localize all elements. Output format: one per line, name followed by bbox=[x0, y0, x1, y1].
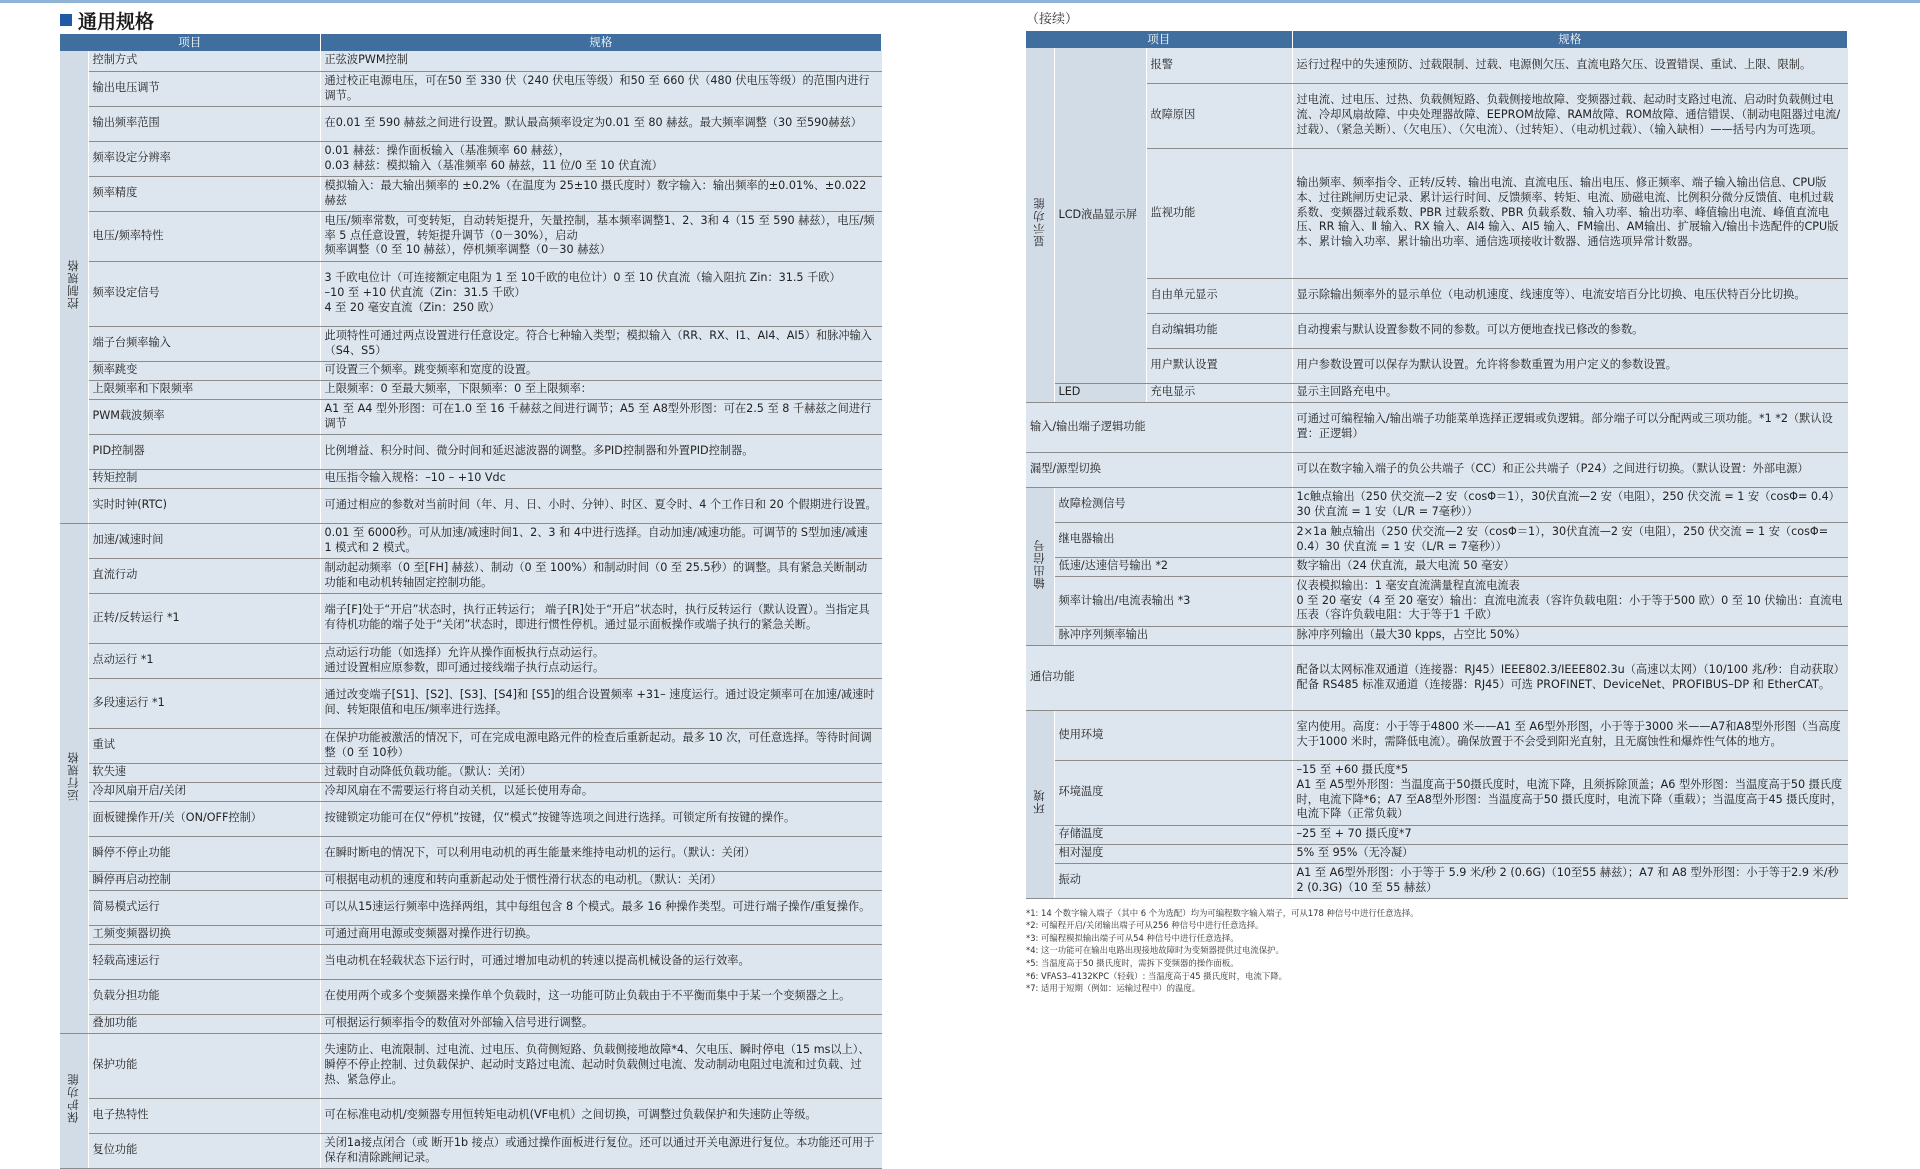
table-row bbox=[60, 643, 882, 678]
spec-cell: 3 千欧电位计（可连接额定电阻为 1 至 10千欧的电位计）0 至 10 伏直流（输入阻抗 Zin：31.5 千欧） –10 至 +10 伏直流（Zin：31.5 千欧） 4 至 20 毫安直流（Zin：250 欧） bbox=[320, 261, 882, 326]
item-cell: 端子台频率输入 bbox=[88, 326, 320, 361]
table-row bbox=[60, 890, 882, 925]
spec-cell: 失速防止、电流限制、过电流、过电压、负荷侧短路、负载侧接地故障*4、欠电压、瞬时停电（15 ms以上）、瞬停不停止控制、过负载保护、起动时支路过电流、起动时负载侧过电流、发动制动电阻过电流和过负载、过热、紧急停止。 bbox=[320, 1033, 882, 1098]
footnote: *1: 14 个数字输入端子（其中 6 个为选配）均为可编程数字输入端子，可从178 种信号中进行任意选择。 bbox=[1026, 907, 1419, 918]
header-spec: 规格 bbox=[1292, 31, 1847, 48]
category-cell bbox=[1026, 48, 1054, 402]
spec-cell: 正弦波PWM控制 bbox=[320, 51, 882, 71]
spec-cell: 通过校正电源电压，可在50 至 330 伏（240 伏电压等级）和50 至 660 伏（480 伏电压等级）的范围内进行调节。 bbox=[320, 71, 882, 106]
table-row bbox=[1026, 383, 1848, 402]
table-row bbox=[1026, 83, 1848, 148]
item-cell: 实时时钟(RTC) bbox=[88, 488, 320, 523]
category-label: 环境 bbox=[1032, 789, 1047, 815]
item-cell: 面板键操作开/关（ON/OFF控制） bbox=[88, 801, 320, 836]
item-cell: 漏型/源型切换 bbox=[1026, 452, 1292, 487]
item-cell: 使用环境 bbox=[1054, 710, 1292, 760]
spec-cell: 冷却风扇在不需要运行将自动关机，以延长使用寿命。 bbox=[320, 782, 882, 801]
table-row bbox=[60, 141, 882, 176]
spec-cell: 电压/频率常数，可变转矩，自动转矩提升，矢量控制，基本频率调整1、2、3和 4（15 至 590 赫兹），电压/频率 5 点任意设置，转矩提升调节（0－30%），启动 频率调整（0 至 10 赫兹），停机频率调整（0－30 赫兹） bbox=[320, 211, 882, 261]
item-cell: 瞬停不停止功能 bbox=[88, 836, 320, 871]
table-row bbox=[1026, 348, 1848, 383]
item-cell: 频率跳变 bbox=[88, 361, 320, 380]
item-cell: 监视功能 bbox=[1146, 148, 1292, 278]
table-row bbox=[60, 678, 882, 728]
left-page bbox=[60, 0, 882, 1169]
spec-cell: –15 至 +60 摄氏度*5 A1 至 A5型外形图：当温度高于50摄氏度时，电流下降，且须拆除顶盖；A6 型外形图：当温度高于50 摄氏度时，电流下降*6；A7 至A8型外形图：当温度高于50 摄氏度时，电流下降（重载）；当温度高于45 摄氏度时，电流下降（正常负载） bbox=[1292, 760, 1847, 825]
item-cell: 转矩控制 bbox=[88, 469, 320, 488]
table-row bbox=[60, 782, 882, 801]
item-cell: 用户默认设置 bbox=[1146, 348, 1292, 383]
table-row bbox=[1026, 48, 1848, 83]
right-page bbox=[1026, 0, 1848, 995]
item-cell: 重试 bbox=[88, 728, 320, 763]
item-cell: 故障原因 bbox=[1146, 83, 1292, 148]
footnote: *2: 可编程开启/关闭输出端子可从256 种信号中进行任意选择。 bbox=[1026, 920, 1264, 931]
table-row bbox=[1026, 278, 1848, 313]
category-label: 显示功能 bbox=[1032, 197, 1047, 248]
item-cell: 自动编辑功能 bbox=[1146, 313, 1292, 348]
table-row bbox=[1026, 452, 1848, 487]
table-row bbox=[60, 51, 882, 71]
spec-cell: 可以在数字输入端子的负公共端子（CC）和正公共端子（P24）之间进行切换。（默认设置：外部电源） bbox=[1292, 452, 1847, 487]
table-row bbox=[1026, 626, 1848, 645]
header-spec: 规格 bbox=[320, 34, 882, 51]
item-cell: 简易模式运行 bbox=[88, 890, 320, 925]
table-row bbox=[1026, 557, 1848, 576]
table-row bbox=[1026, 645, 1848, 710]
led-cell: LED bbox=[1054, 383, 1146, 402]
spec-cell: 仪表模拟输出：1 毫安直流满量程直流电流表 0 至 20 毫安（4 至 20 毫安）输出：直流电流表（容许负载电阻：小于等于500 欧）0 至 10 伏输出：直流电压表（容许负载电阻：大于等于1 千欧） bbox=[1292, 576, 1847, 626]
category-label: 输出信号 bbox=[1032, 538, 1047, 589]
item-cell: 存储温度 bbox=[1054, 825, 1292, 844]
spec-cell: 在0.01 至 590 赫兹之间进行设置。默认最高频率设定为0.01 至 80 赫兹。最大频率调整（30 至590赫兹） bbox=[320, 106, 882, 141]
table-row bbox=[60, 944, 882, 979]
lcd-cell: LCD液晶显示屏 bbox=[1054, 48, 1146, 383]
category-label: 控制规格 bbox=[66, 259, 81, 310]
spec-cell: 上限频率：0 至最大频率，下限频率：0 至上限频率： bbox=[320, 380, 882, 399]
spec-cell: 1c触点输出（250 伏交流—2 安（cosΦ＝1），30伏直流—2 安（电阻），250 伏交流 = 1 安（cosΦ= 0.4）30 伏直流 = 1 安（L/R = 7毫秒）） bbox=[1292, 487, 1847, 522]
spec-table-right bbox=[1026, 31, 1848, 899]
table-row bbox=[1026, 825, 1848, 844]
category-cell bbox=[60, 523, 88, 1033]
spec-cell: 模拟输入：最大输出频率的 ±0.2%（在温度为 25±10 摄氏度时）数字输入：输出频率的±0.01%、±0.022 赫兹 bbox=[320, 176, 882, 211]
spec-cell: 在保护功能被激活的情况下，可在完成电源电路元件的检查后重新起动。最多 10 次，可任意选择。等待时间调整（0 至 10秒） bbox=[320, 728, 882, 763]
footnote: *4: 这一功能可在输出电路出现接地故障时为变频器提供过电流保护。 bbox=[1026, 945, 1284, 956]
table-row bbox=[60, 106, 882, 141]
table-row bbox=[60, 488, 882, 523]
spec-cell: 关闭1a接点闭合（或 断开1b 接点）或通过操作面板进行复位。还可以通过开关电源进行复位。本功能还可用于保存和清除跳闸记录。 bbox=[320, 1133, 882, 1168]
footnote: *6: VFAS3–4132KPC（轻载）: 当温度高于45 摄氏度时，电流下降。 bbox=[1026, 970, 1287, 981]
spec-cell: 在瞬时断电的情况下，可以利用电动机的再生能量来维持电动机的运行。（默认：关闭） bbox=[320, 836, 882, 871]
table-row bbox=[60, 925, 882, 944]
item-cell: 频率设定信号 bbox=[88, 261, 320, 326]
footnote: *3: 可编程模拟输出端子可从54 种信号中进行任意选择。 bbox=[1026, 932, 1239, 943]
category-cell bbox=[1026, 487, 1054, 645]
table-row bbox=[1026, 148, 1848, 278]
spec-cell: 自动搜索与默认设置参数不同的参数。可以方便地查找已修改的参数。 bbox=[1292, 313, 1847, 348]
item-cell: 工频变频器切换 bbox=[88, 925, 320, 944]
item-cell: 输出频率范围 bbox=[88, 106, 320, 141]
spec-cell: 制动起动频率（0 至[FH] 赫兹）、制动（0 至 100%）和制动时间（0 至 25.5秒）的调整。具有紧急关断制动功能和电动机转轴固定控制功能。 bbox=[320, 558, 882, 593]
item-cell: 轻载高速运行 bbox=[88, 944, 320, 979]
spec-cell: 过载时自动降低负载功能。（默认：关闭） bbox=[320, 763, 882, 782]
item-cell: 相对湿度 bbox=[1054, 844, 1292, 863]
item-cell: 直流行动 bbox=[88, 558, 320, 593]
table-row bbox=[60, 801, 882, 836]
table-row bbox=[60, 763, 882, 782]
table-row bbox=[60, 1133, 882, 1168]
item-cell: 电压/频率特性 bbox=[88, 211, 320, 261]
category-cell bbox=[1026, 710, 1054, 898]
item-cell: PID控制器 bbox=[88, 434, 320, 469]
table-row bbox=[1026, 522, 1848, 557]
spec-cell: 显示主回路充电中。 bbox=[1292, 383, 1847, 402]
item-cell: 多段速运行 *1 bbox=[88, 678, 320, 728]
header-row bbox=[1026, 31, 1848, 48]
item-cell: 充电显示 bbox=[1146, 383, 1292, 402]
table-row bbox=[60, 361, 882, 380]
item-cell: 输入/输出端子逻辑功能 bbox=[1026, 402, 1292, 452]
table-row bbox=[60, 261, 882, 326]
table-row bbox=[60, 211, 882, 261]
spec-cell: 0.01 至 6000秒。可从加速/减速时间1、2、3 和 4中进行选择。自动加速/减速功能。可调节的 S型加速/减速 1 模式和 2 模式。 bbox=[320, 523, 882, 558]
table-row bbox=[1026, 313, 1848, 348]
spec-cell: 此项特性可通过两点设置进行任意设定。符合七种输入类型；模拟输入（RR、RX、I1、AI4、AI5）和脉冲输入（S4、S5） bbox=[320, 326, 882, 361]
spec-cell: 可在标准电动机/变频器专用恒转矩电动机(VF电机）之间切换，可调整过负载保护和失速防止等级。 bbox=[320, 1098, 882, 1133]
item-cell: 报警 bbox=[1146, 48, 1292, 83]
section-title-text: 通用规格 bbox=[78, 10, 155, 33]
table-row bbox=[1026, 844, 1848, 863]
spec-cell: 可通过可编程输入/输出端子功能菜单选择正逻辑或负逻辑。部分端子可以分配两或三项功能。*1 *2（默认设置：正逻辑） bbox=[1292, 402, 1847, 452]
item-cell: 频率设定分辨率 bbox=[88, 141, 320, 176]
spec-cell: 数字输出（24 伏直流，最大电流 50 毫安） bbox=[1292, 557, 1847, 576]
spec-cell: 5% 至 95%（无冷凝） bbox=[1292, 844, 1847, 863]
spec-cell: 输出频率、频率指令、正转/反转、输出电流、直流电压、输出电压、修正频率、端子输入输出信息、CPU版本、过往跳闸历史记录、累计运行时间、反馈频率、转矩、电流、励磁电流、比例积分微分反馈值、电机过载系数、变频器过载系数、PBR 过载系数、PBR 负载系数、输入功率、输出功率、峰值输出电流、峰值直流电压、RR 输入、Ⅱ 输入、RX 输入、AI4 输入、AI5 输入、FM输出、AM输出、扩展输入/输出卡选配件的CPU版本、累计输入功率、累计输出功率、通信选项接收计数器、通信选项异常计数器。 bbox=[1292, 148, 1847, 278]
item-cell: 通信功能 bbox=[1026, 645, 1292, 710]
spec-cell: 点动运行功能（如选择）允许从操作面板执行点动运行。 通过设置相应原参数，即可通过接线端子执行点动运行。 bbox=[320, 643, 882, 678]
table-row bbox=[60, 523, 882, 558]
item-cell: 环境温度 bbox=[1054, 760, 1292, 825]
item-cell: PWM载波频率 bbox=[88, 399, 320, 434]
spec-cell: 运行过程中的失速预防、过载限制、过载、电源侧欠压、直流电路欠压、设置错误、重试、上限、限制。 bbox=[1292, 48, 1847, 83]
footnote: *5: 当温度高于50 摄氏度时，需拆下变频器的操作面板。 bbox=[1026, 957, 1239, 968]
table-row bbox=[60, 979, 882, 1014]
spec-cell: 脉冲序列输出（最大30 kpps，占空比 50%） bbox=[1292, 626, 1847, 645]
spec-cell: 显示除输出频率外的显示单位（电动机速度、线速度等）、电流安培百分比切换、电压伏特百分比切换。 bbox=[1292, 278, 1847, 313]
spec-cell: 用户参数设置可以保存为默认设置。允许将参数重置为用户定义的参数设置。 bbox=[1292, 348, 1847, 383]
item-cell: 上限频率和下限频率 bbox=[88, 380, 320, 399]
spec-cell: 可以从15速运行频率中选择两组，其中每组包含 8 个模式。最多 16 种操作类型。可进行端子操作/重复操作。 bbox=[320, 890, 882, 925]
item-cell: 频率计输出/电流表输出 *3 bbox=[1054, 576, 1292, 626]
table-row bbox=[60, 728, 882, 763]
spec-cell: 室内使用。高度：小于等于4800 米——A1 至 A6型外形图，小于等于3000 米——A7和A8型外形图（当高度大于1000 米时，需降低电流）。确保放置于不会受到阳光直射，且无腐蚀性和爆炸性气体的地方。 bbox=[1292, 710, 1847, 760]
category-label: 保护功能 bbox=[66, 1073, 81, 1124]
table-row bbox=[1026, 710, 1848, 760]
table-row bbox=[1026, 402, 1848, 452]
spec-cell: 可通过商用电源或变频器对操作进行切换。 bbox=[320, 925, 882, 944]
item-cell: 振动 bbox=[1054, 863, 1292, 898]
footnote: *7: 适用于短期（例如：运输过程中）的温度。 bbox=[1026, 983, 1201, 994]
item-cell: 输出电压调节 bbox=[88, 71, 320, 106]
spec-cell: 电压指令输入规格：–10 – +10 Vdc bbox=[320, 469, 882, 488]
spec-cell: 当电动机在轻载状态下运行时，可通过增加电动机的转速以提高机械设备的运行效率。 bbox=[320, 944, 882, 979]
table-row bbox=[60, 1098, 882, 1133]
table-row bbox=[60, 71, 882, 106]
item-cell: 继电器输出 bbox=[1054, 522, 1292, 557]
spec-cell: 按键锁定功能可在仅“停机”按键，仅“模式”按键等选项之间进行选择。可锁定所有按键的操作。 bbox=[320, 801, 882, 836]
item-cell: 脉冲序列频率输出 bbox=[1054, 626, 1292, 645]
table-row bbox=[60, 871, 882, 890]
table-row bbox=[60, 593, 882, 643]
item-cell: 点动运行 *1 bbox=[88, 643, 320, 678]
table-row bbox=[1026, 487, 1848, 522]
table-row bbox=[60, 326, 882, 361]
table-row bbox=[60, 836, 882, 871]
table-row bbox=[1026, 863, 1848, 898]
item-cell: 冷却风扇开启/关闭 bbox=[88, 782, 320, 801]
item-cell: 频率精度 bbox=[88, 176, 320, 211]
spec-cell: A1 至 A4 型外形图：可在1.0 至 16 千赫兹之间进行调节；A5 至 A8型外形图：可在2.5 至 8 千赫兹之间进行调节 bbox=[320, 399, 882, 434]
footnotes bbox=[1026, 907, 1848, 995]
spec-cell: –25 至 + 70 摄氏度*7 bbox=[1292, 825, 1847, 844]
item-cell: 复位功能 bbox=[88, 1133, 320, 1168]
item-cell: 正转/反转运行 *1 bbox=[88, 593, 320, 643]
spec-cell: 通过改变端子[S1]、[S2]、[S3]、[S4]和 [S5]的组合设置频率 +31– 速度运行。通过设定频率可在加速/减速时间、转矩限值和电压/频率进行选择。 bbox=[320, 678, 882, 728]
item-cell: 低速/达速信号输出 *2 bbox=[1054, 557, 1292, 576]
category-cell bbox=[60, 51, 88, 523]
table-row bbox=[60, 558, 882, 593]
spec-cell: A1 至 A6型外形图：小于等于 5.9 米/秒 2 (0.6G)（10至55 赫兹）；A7 和 A8 型外形图：小于等于2.9 米/秒 2 (0.3G)（10 至 55 赫兹） bbox=[1292, 863, 1847, 898]
category-cell bbox=[60, 1033, 88, 1168]
table-row bbox=[60, 1014, 882, 1033]
header-row bbox=[60, 34, 882, 51]
item-cell: 瞬停再启动控制 bbox=[88, 871, 320, 890]
table-row bbox=[60, 380, 882, 399]
spec-cell: 2×1a 触点输出（250 伏交流—2 安（cosΦ＝1），30伏直流—2 安（电阻），250 伏交流 = 1 安（cosΦ= 0.4）30 伏直流 = 1 安（L/R = 7毫秒）） bbox=[1292, 522, 1847, 557]
spec-cell: 可通过相应的参数对当前时间（年、月、日、小时、分钟）、时区、夏令时、4 个工作日和 20 个假期进行设置。 bbox=[320, 488, 882, 523]
item-cell: 软失速 bbox=[88, 763, 320, 782]
item-cell: 控制方式 bbox=[88, 51, 320, 71]
table-row bbox=[60, 434, 882, 469]
category-label: 运行规格 bbox=[66, 750, 81, 801]
header-item: 项目 bbox=[60, 34, 320, 51]
item-cell: 加速/减速时间 bbox=[88, 523, 320, 558]
spec-table-left bbox=[60, 34, 882, 1169]
spec-cell: 0.01 赫兹：操作面板输入（基准频率 60 赫兹）， 0.03 赫兹：模拟输入（基准频率 60 赫兹，11 位/0 至 10 伏直流） bbox=[320, 141, 882, 176]
item-cell: 故障检测信号 bbox=[1054, 487, 1292, 522]
header-item: 项目 bbox=[1026, 31, 1292, 48]
item-cell: 电子热特性 bbox=[88, 1098, 320, 1133]
table-row bbox=[60, 469, 882, 488]
item-cell: 保护功能 bbox=[88, 1033, 320, 1098]
spec-cell: 可根据运行频率指令的数值对外部输入信号进行调整。 bbox=[320, 1014, 882, 1033]
spec-cell: 过电流、过电压、过热、负载侧短路、负载侧接地故障、变频器过载、起动时支路过电流、启动时负载侧过电流、冷却风扇故障、中央处理器故障、EEPROM故障、RAM故障、ROM故障、通信错误、（制动电阻器过电流/过载）、（紧急关断）、（欠电压）、（欠电流）、（过转矩）、（电动机过载）、（输入缺相）——括号内为可选项。 bbox=[1292, 83, 1847, 148]
title-square-icon bbox=[60, 14, 72, 26]
table-row bbox=[1026, 760, 1848, 825]
spec-cell: 端子[F]处于“开启”状态时，执行正转运行； 端子[R]处于“开启”状态时，执行反转运行（默认设置）。当指定具有待机功能的端子处于“关闭”状态时，即进行惯性停机。通过显示面板操作或端子执行的紧急关断。 bbox=[320, 593, 882, 643]
item-cell: 叠加功能 bbox=[88, 1014, 320, 1033]
spec-cell: 可根据电动机的速度和转向重新起动处于惯性滑行状态的电动机。（默认：关闭） bbox=[320, 871, 882, 890]
item-cell: 自由单元显示 bbox=[1146, 278, 1292, 313]
spec-cell: 配备以太网标准双通道（连接器：RJ45）IEEE802.3/IEEE802.3u（高速以太网）（10/100 兆/秒：自动获取）配备 RS485 标准双通道（连接器：RJ45）可选 PROFINET、DeviceNet、PROFIBUS–DP 和 EtherCAT。 bbox=[1292, 645, 1847, 710]
table-row bbox=[1026, 576, 1848, 626]
table-row bbox=[60, 1033, 882, 1098]
spec-cell: 可设置三个频率。跳变频率和宽度的设置。 bbox=[320, 361, 882, 380]
item-cell: 负载分担功能 bbox=[88, 979, 320, 1014]
continued-label: （接续） bbox=[1026, 11, 1079, 27]
table-row bbox=[60, 399, 882, 434]
section-title bbox=[60, 6, 882, 34]
spec-cell: 比例增益、积分时间、微分时间和延迟滤波器的调整。多PID控制器和外置PID控制器。 bbox=[320, 434, 882, 469]
table-row bbox=[60, 176, 882, 211]
spec-cell: 在使用两个或多个变频器来操作单个负载时，这一功能可防止负载由于不平衡而集中于某一个变频器之上。 bbox=[320, 979, 882, 1014]
